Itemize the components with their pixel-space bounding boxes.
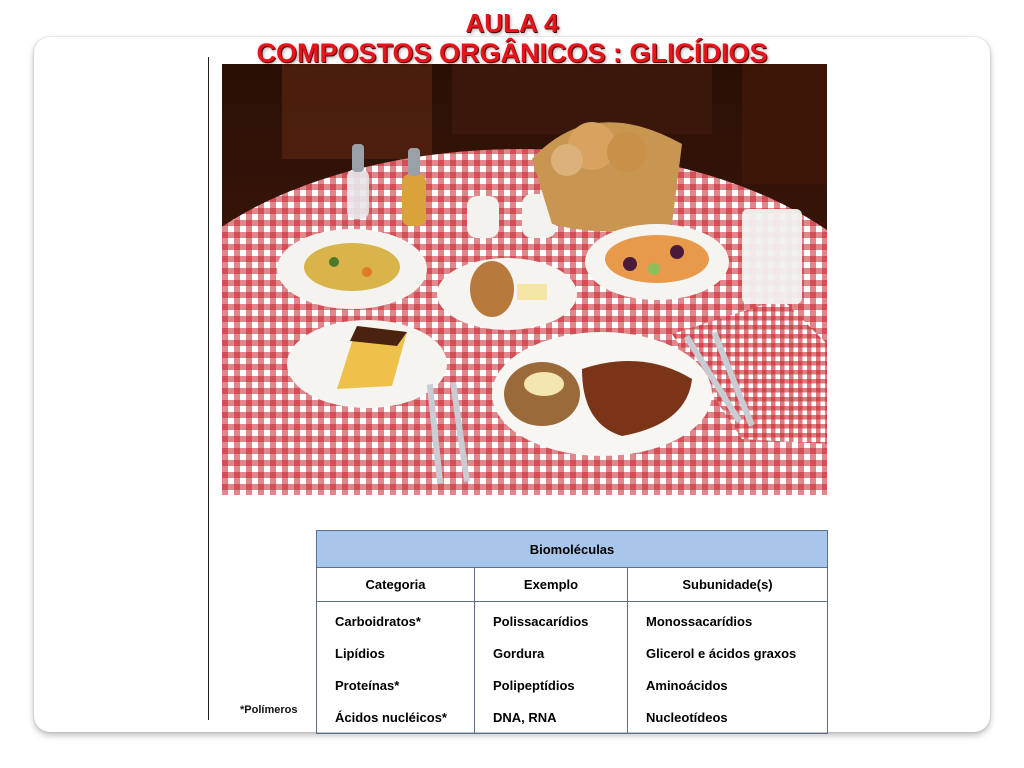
biomolecules-table <box>316 530 828 734</box>
table-cell: Polipeptídios <box>475 669 628 701</box>
table-cell: Lipídios <box>317 637 475 669</box>
table-cell: Gordura <box>475 637 628 669</box>
table-cell: Polissacarídios <box>475 602 628 638</box>
divider-line <box>208 57 209 720</box>
table-row <box>317 602 828 638</box>
column-header-exemplo: Exemplo <box>475 568 628 602</box>
table-caption: Biomoléculas <box>317 531 828 568</box>
column-header-categoria: Categoria <box>317 568 475 602</box>
table-cell: Glicerol e ácidos graxos <box>628 637 828 669</box>
footnote: *Polímeros <box>240 704 298 716</box>
table-cell: Ácidos nucléicos* <box>317 701 475 734</box>
slide-subtitle: COMPOSTOS ORGÂNICOS : GLICÍDIOS <box>256 38 768 68</box>
table-cell: Aminoácidos <box>628 669 828 701</box>
table-row <box>317 637 828 669</box>
table-row <box>317 701 828 734</box>
table-cell: Nucleotídeos <box>628 701 828 734</box>
slide-title: AULA 4 <box>465 8 559 38</box>
table-cell: Proteínas* <box>317 669 475 701</box>
table-cell: Carboidratos* <box>317 602 475 638</box>
column-header-subunidades: Subunidade(s) <box>628 568 828 602</box>
table-row <box>317 669 828 701</box>
table-cell: DNA, RNA <box>475 701 628 734</box>
table-cell: Monossacarídios <box>628 602 828 638</box>
food-photo <box>222 64 827 495</box>
